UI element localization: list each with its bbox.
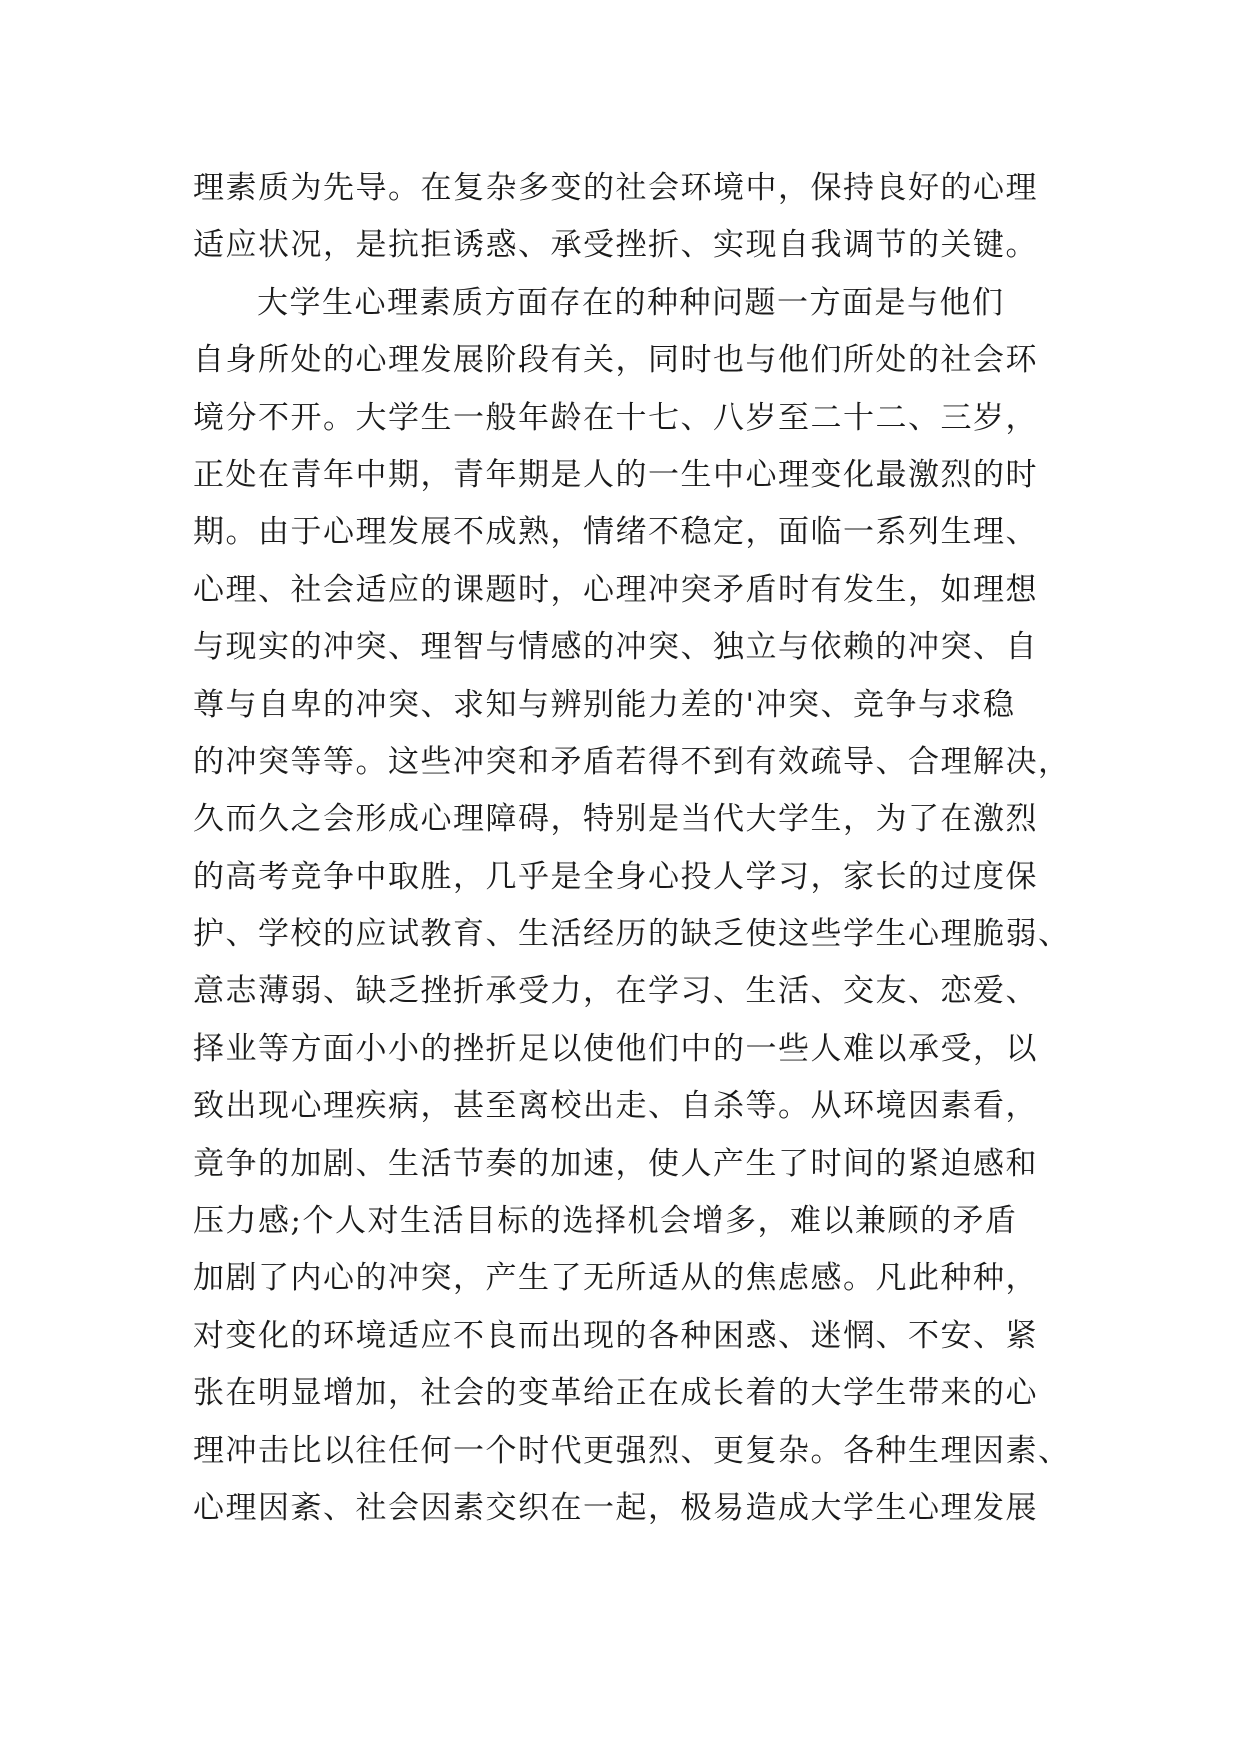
- text-line: 境分不开。大学生一般年龄在十七、八岁至二十二、三岁，: [193, 399, 1038, 436]
- text-line: 与现实的冲突、理智与情感的冲突、独立与依赖的冲突、自: [193, 629, 1038, 666]
- text-line: 张在明显增加，社会的变革给正在成长着的大学生带来的心: [193, 1375, 1038, 1412]
- text-line: 竟争的加剧、生活节奏的加速，使人产生了时间的紧迫感和: [193, 1145, 1038, 1182]
- text-line: 尊与自卑的冲突、求知与辨别能力差的'冲突、竞争与求稳: [193, 686, 1016, 723]
- paragraph-start-line: 大学生心理素质方面存在的种种问题一方面是与他们: [257, 284, 1005, 321]
- text-line: 心理因紊、社会因素交织在一起，极易造成大学生心理发展: [193, 1489, 1038, 1526]
- text-line: 理素质为先导。在复杂多变的社会环境中，保持良好的心理: [193, 170, 1038, 206]
- text-line: 期。由于心理发展不成熟，情绪不稳定，面临一系列生理、: [193, 514, 1038, 551]
- text-line: 正处在青年中期，青年期是人的一生中心理变化最激烈的时: [193, 456, 1038, 493]
- text-line: 的冲突等等。这些冲突和矛盾若得不到有效疏导、合理解决，: [193, 743, 1071, 780]
- text-line: 压力感;个人对生活目标的选择机会增多，难以兼顾的矛盾: [193, 1203, 1018, 1240]
- text-line: 适应状况，是抗拒诱惑、承受挫折、实现自我调节的关键。: [193, 227, 1038, 264]
- text-line: 心理、社会适应的课题时，心理冲突矛盾时有发生，如理想: [193, 571, 1038, 608]
- text-line: 对变化的环境适应不良而出现的各种困惑、迷惘、不安、紧: [193, 1317, 1038, 1354]
- text-line: 久而久之会形成心理障碍，特别是当代大学生，为了在激烈: [193, 801, 1038, 838]
- text-line: 意志薄弱、缺乏挫折承受力，在学习、生活、交友、恋爱、: [193, 973, 1038, 1010]
- text-line: 择业等方面小小的挫折足以使他们中的一些人难以承受，以: [193, 1030, 1038, 1067]
- text-line: 护、学校的应试教育、生活经历的缺乏使这些学生心理脆弱、: [193, 916, 1071, 953]
- text-line: 自身所处的心理发展阶段有关，同时也与他们所处的社会环: [193, 342, 1038, 379]
- text-line: 的高考竞争中取胜，几乎是全身心投人学习，家长的过度保: [193, 858, 1038, 895]
- text-line: 加剧了内心的冲突，产生了无所适从的焦虑感。凡此种种，: [193, 1260, 1038, 1297]
- text-line: 理冲击比以往任何一个时代更强烈、更复杂。各种生理因素、: [193, 1432, 1071, 1469]
- body-text: [193, 160, 1071, 1537]
- text-line: 致出现心理疾病，甚至离校出走、自杀等。从环境因素看，: [193, 1088, 1038, 1125]
